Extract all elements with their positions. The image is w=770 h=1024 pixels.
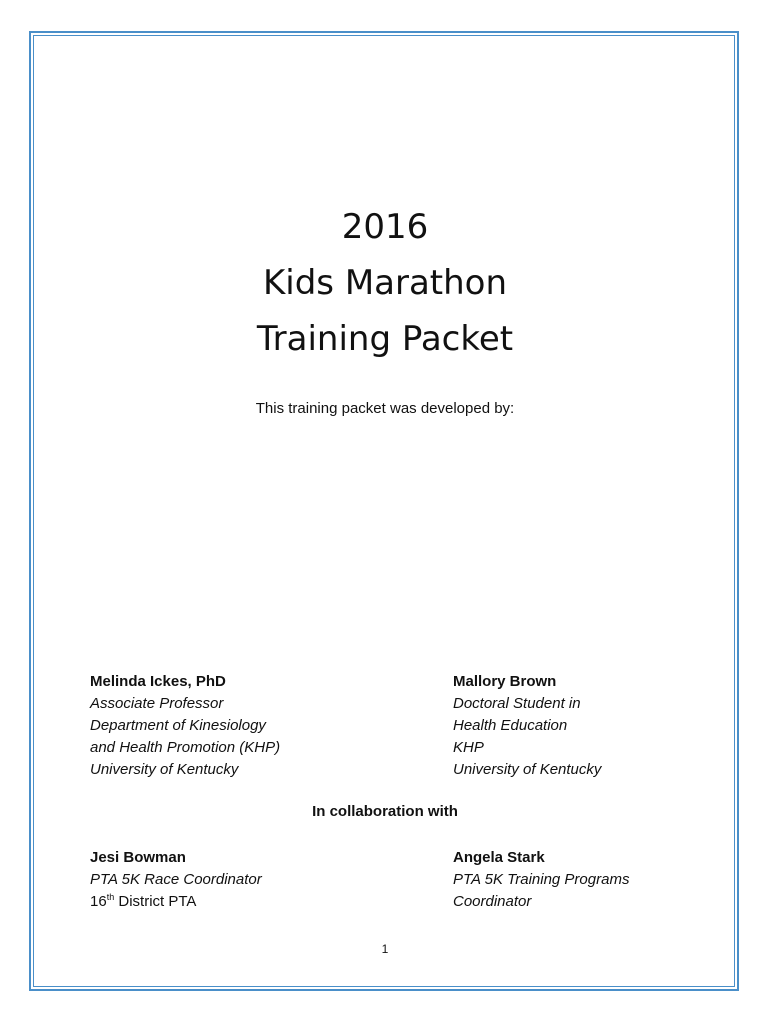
collaboration-heading: In collaboration with — [312, 803, 458, 820]
developer-title: Associate Professor — [90, 695, 224, 712]
collaborator-role: PTA 5K Training Programs — [453, 871, 630, 888]
developer-university: University of Kentucky — [90, 761, 239, 778]
developer-department-cont: and Health Promotion (KHP) — [90, 739, 281, 756]
title-line-2: Kids Marathon — [262, 263, 508, 303]
developer-department: KHP — [453, 739, 484, 756]
developer-university: University of Kentucky — [453, 761, 602, 778]
developer-title-cont: Health Education — [453, 717, 568, 734]
developer-department: Department of Kinesiology — [90, 717, 266, 734]
collaborator-role-cont: Coordinator — [453, 893, 532, 910]
district-label: District PTA — [114, 893, 197, 910]
collaborator-role: PTA 5K Race Coordinator — [90, 871, 262, 888]
district-ordinal-suffix: th — [106, 892, 115, 902]
title-year: 2016 — [341, 207, 429, 247]
collaborator-jesi — [90, 847, 262, 913]
collaborator-name: Jesi Bowman — [90, 849, 186, 866]
collaborator-angela — [453, 847, 629, 913]
page-number: 1 — [381, 942, 389, 956]
collaborator-name: Angela Stark — [453, 849, 545, 866]
page-border-inner — [33, 35, 735, 987]
developer-mallory — [453, 671, 601, 781]
district-number: 16 — [90, 893, 107, 910]
developer-name: Mallory Brown — [453, 673, 557, 690]
title-line-3: Training Packet — [256, 319, 514, 359]
developer-name: Melinda Ickes, PhD — [90, 673, 226, 690]
developer-melinda — [90, 671, 280, 781]
developed-by-text: This training packet was developed by: — [255, 400, 515, 417]
developer-title: Doctoral Student in — [453, 695, 581, 712]
collaborator-organization — [90, 891, 262, 913]
